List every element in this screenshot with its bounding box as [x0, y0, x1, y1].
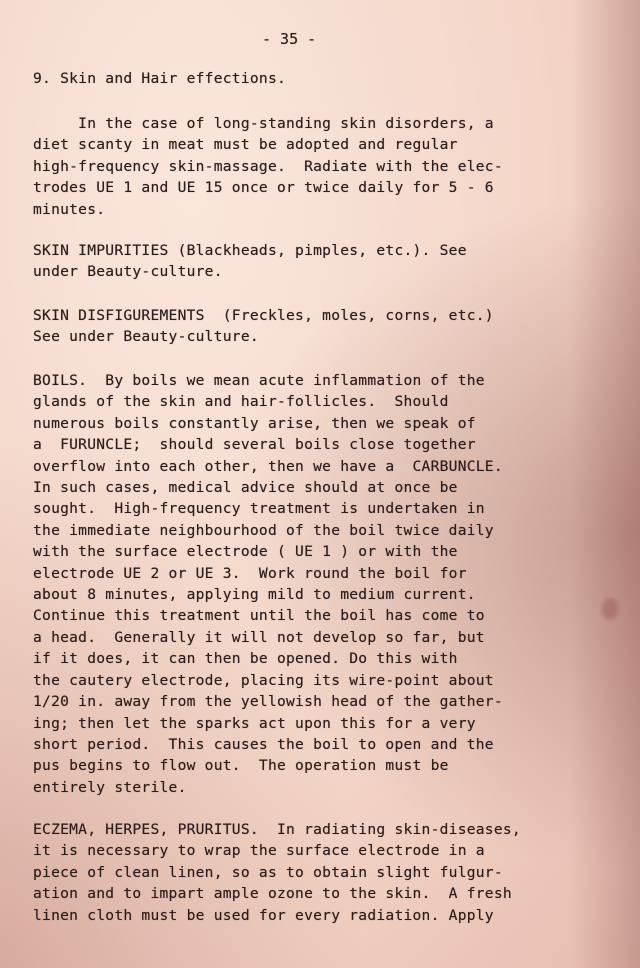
paragraph-boils: BOILS. By boils we mean acute inflammation of the glands of the skin and hair-follicles. Should numerous boils constantly arise, then we speak of a FURUNCLE; should several boils close together overflow into each other, then we have a CARBUNCLE. In such cases, medical advice should at once be sought. High-frequency treatment is undertaken in the immediate neighbourhood of the boil twice daily with the surface electrode ( UE 1 ) or with the electrode UE 2 or UE 3. Work round the boil for about 8 minutes, applying mild to medium current. Continue this treatment until the boil has come to a head. Generally it will not develop so far, but if it does, it can then be opened. Do this with the cautery electrode, placing its wire-point about 1/20 in. away from the yellowish head of the gather- ing; then let the sparks act upon this for a very short period. This causes the boil to open and the pus begins to flow out. The operation must be entirely sterile. — [33, 372, 503, 796]
paper-stain — [602, 598, 618, 620]
paragraph-eczema: ECZEMA, HERPES, PRURITUS. In radiating skin-diseases, it is necessary to wrap the surface electrode in a piece of clean linen, so as to obtain slight fulgur- ation and to impart ample ozone to the skin. A fresh linen cloth must be used for every radiation. Apply — [33, 821, 521, 924]
paragraph-skin-disfigurements: SKIN DISFIGUREMENTS (Freckles, moles, corns, etc.) See under Beauty-culture. — [33, 307, 494, 346]
page-number: - 35 - — [262, 30, 317, 48]
section-heading: 9. Skin and Hair effections. — [33, 70, 287, 87]
paragraph-skin-impurities: SKIN IMPURITIES (Blackheads, pimples, etc.). See under Beauty-culture. — [33, 242, 467, 281]
paragraph-intro: In the case of long-standing skin disorders, a diet scanty in meat must be adopted and regular high-frequency skin-massage. Radiate with the elec- trodes UE 1 and UE 15 once or twice daily for 5 - 6 minutes. — [33, 115, 503, 218]
